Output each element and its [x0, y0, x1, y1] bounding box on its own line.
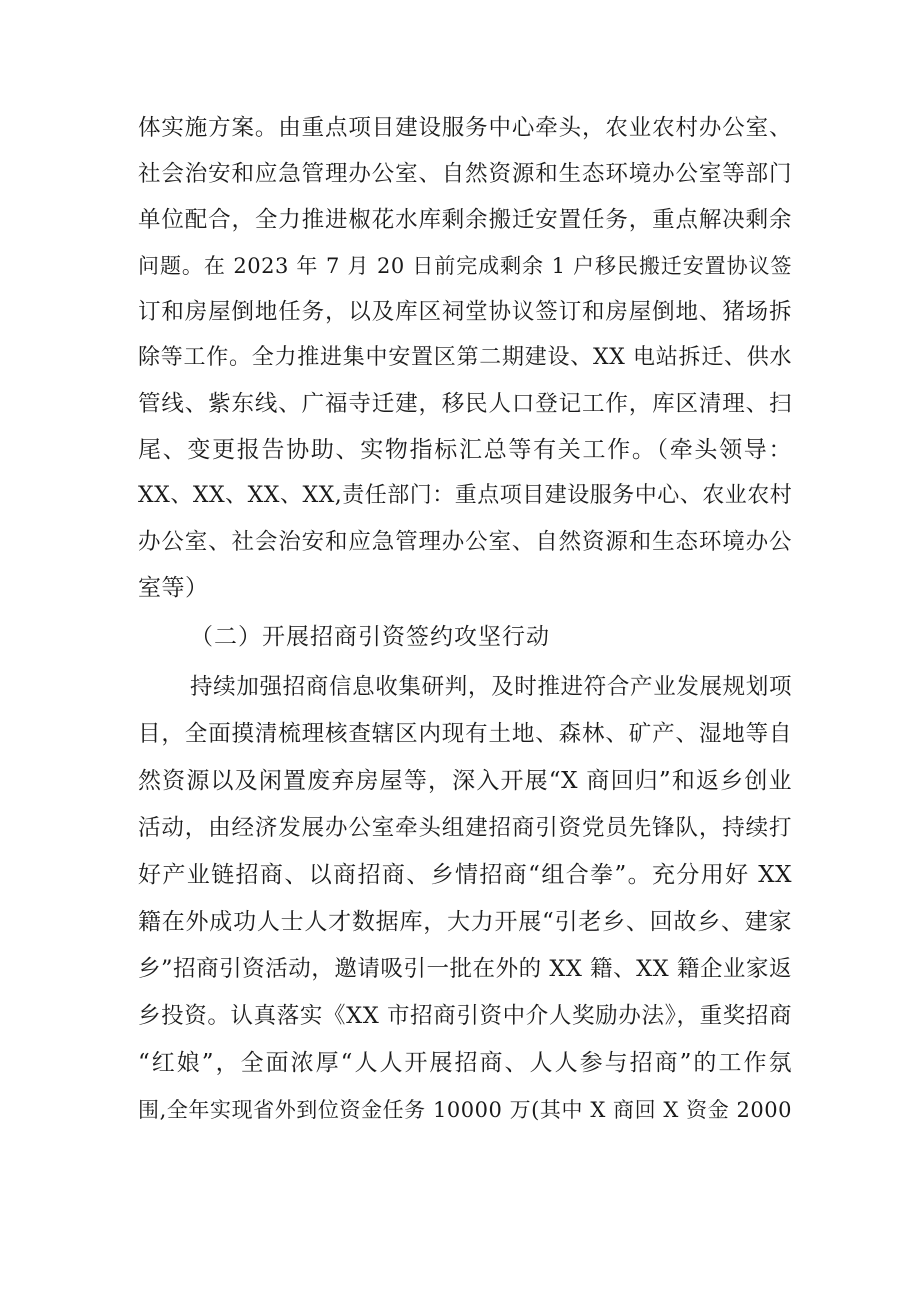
paragraph-2-line: 乡投资。认真落实《XX 市招商引资中介人奖励办法》，重奖招商: [138, 1003, 792, 1029]
paragraph-1-line: 办公室、社会治安和应急管理办公室、自然资源和生态环境办公: [138, 529, 792, 555]
paragraph-1-line: 管线、紫东线、广福寺迁建，移民人口登记工作，库区清理、扫: [138, 391, 792, 417]
paragraph-1-line: 社会治安和应急管理办公室、自然资源和生态环境办公室等部门: [138, 161, 792, 187]
paragraph-1-line: 体实施方案。由重点项目建设服务中心牵头，农业农村办公室、: [138, 115, 792, 141]
paragraph-1-line: 除等工作。全力推进集中安置区第二期建设、XX 电站拆迁、供水: [138, 345, 792, 370]
paragraph-1-line: 室等）: [138, 575, 209, 601]
paragraph-2-line: 目，全面摸清梳理核查辖区内现有土地、森林、矿产、湿地等自: [138, 721, 792, 747]
paragraph-1-line: 单位配合，全力推进椒花水库剩余搬迁安置任务，重点解决剩余: [138, 207, 792, 233]
paragraph-1-line: 问题。在 2023 年 7 月 20 日前完成剩余 1 户移民搬迁安置协议签: [138, 254, 792, 278]
paragraph-2-line: 籍在外成功人士人才数据库，大力开展“引老乡、回故乡、建家: [138, 909, 792, 935]
paragraph-2-line: 持续加强招商信息收集研判，及时推进符合产业发展规划项: [190, 674, 792, 700]
paragraph-2-line: “红娘”，全面浓厚“人人开展招商、人人参与招商”的工作氛: [138, 1050, 792, 1076]
section-2-heading: （二）开展招商引资签约攻坚行动: [190, 624, 550, 650]
paragraph-2-line: 然资源以及闲置废弃房屋等，深入开展“X 商回归”和返乡创业: [138, 768, 792, 794]
paragraph-2-line: 乡”招商引资活动，邀请吸引一批在外的 XX 籍、XX 籍企业家返: [138, 956, 792, 982]
paragraph-2-line: 好产业链招商、以商招商、乡情招商“组合拳”。充分用好 XX: [138, 862, 792, 888]
paragraph-2-line: 围,全年实现省外到位资金任务 10000 万(其中 X 商回 X 资金 2000: [138, 1098, 792, 1122]
paragraph-1-line: XX、XX、XX、XX,责任部门：重点项目建设服务中心、农业农村: [138, 483, 793, 508]
paragraph-1-line: 尾、变更报告协助、实物指标汇总等有关工作。（牵头领导：: [138, 437, 792, 463]
paragraph-2-line: 活动，由经济发展办公室牵头组建招商引资党员先锋队，持续打: [138, 815, 792, 841]
paragraph-1-line: 订和房屋倒地任务，以及库区祠堂协议签订和房屋倒地、猪场拆: [138, 299, 792, 325]
